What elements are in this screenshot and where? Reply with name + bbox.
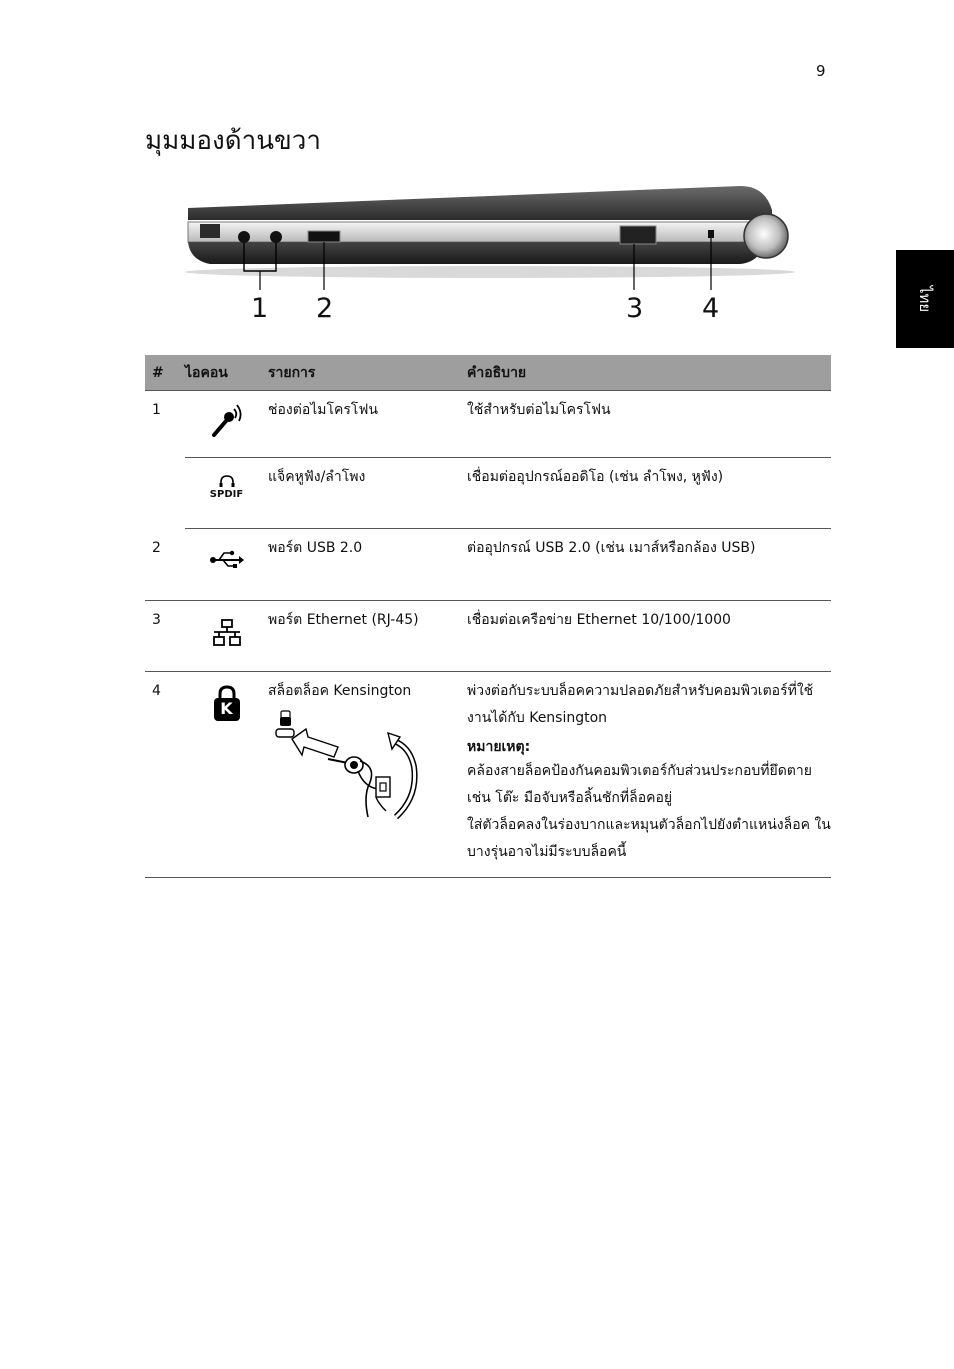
table-row [145, 391, 831, 458]
item-cell [268, 458, 467, 529]
table-row [145, 458, 831, 529]
item-cell [268, 601, 467, 672]
language-tab-label: ไทย [915, 285, 934, 313]
kensington-letter: K [220, 699, 233, 718]
kensington-lock-icon [213, 684, 241, 722]
callout-2: 2 [316, 293, 334, 324]
note-text: คล้องสายล็อคป้องกันคอมพิวเตอร์กับส่วนประกอบที่ยึดตาย เช่น โต๊ะ มือจับหรือลิ้นชักที่ล็อคอยู่ [467, 763, 812, 806]
ethernet-icon [211, 619, 243, 647]
description-cell [467, 529, 831, 601]
callout-1: 1 [251, 293, 269, 324]
table-row [145, 672, 831, 878]
ports-table [145, 355, 831, 878]
header-item: รายการ [268, 355, 467, 391]
item-label: สล็อตล็อค Kensington [268, 683, 412, 699]
spdif-label: SPDIF [209, 489, 244, 500]
page-number: 9 [816, 62, 826, 80]
note-heading: หมายเหตุ: [467, 739, 531, 755]
description-cell [467, 458, 831, 529]
language-tab [896, 250, 954, 348]
icon-cell [185, 672, 268, 878]
header-description: คำอธิบาย [467, 355, 831, 391]
row-number: 2 [145, 529, 185, 601]
kensington-lock-diagram [268, 707, 438, 837]
description-cell [467, 391, 831, 458]
item-cell [268, 529, 467, 601]
row-number: 4 [145, 672, 185, 878]
item-cell [268, 391, 467, 458]
table-row [145, 529, 831, 601]
item-cell [268, 672, 467, 878]
callout-4: 4 [702, 293, 720, 324]
table-header-row [145, 355, 831, 391]
description-cell [467, 601, 831, 672]
header-icon: ไอคอน [185, 355, 268, 391]
description-cell [467, 672, 831, 878]
microphone-icon [210, 403, 244, 439]
row-number: 3 [145, 601, 185, 672]
icon-cell [185, 601, 268, 672]
table-row [145, 601, 831, 672]
callout-3: 3 [626, 293, 644, 324]
icon-cell [185, 391, 268, 458]
description-text: ใช้สำหรับต่อไมโครโฟน [467, 402, 611, 418]
description-text: เชื่อมต่อเครือข่าย Ethernet 10/100/1000 [467, 612, 731, 628]
headphone-icon [218, 474, 236, 488]
item-label: พอร์ต Ethernet (RJ-45) [268, 612, 419, 628]
usb-icon [209, 549, 245, 569]
item-label: แจ็คหูฟัง/ลำโพง [268, 469, 366, 485]
item-label: ช่องต่อไมโครโฟน [268, 402, 378, 418]
description-text: พ่วงต่อกับระบบล็อคความปลอดภัยสำหรับคอมพิวเตอร์ที่ใช้งานได้กับ Kensington [467, 683, 814, 726]
header-number: # [145, 355, 185, 391]
icon-cell [185, 458, 268, 529]
description-text: ต่ออุปกรณ์ USB 2.0 (เช่น เมาส์หรือกล้อง USB) [467, 540, 756, 556]
row-number: 1 [152, 402, 161, 418]
description-text: เชื่อมต่ออุปกรณ์ออดิโอ (เช่น ลำโพง, หูฟัง) [467, 469, 724, 485]
note-text: ใส่ตัวล็อคลงในร่องบากและหมุนตัวล็อกไปยังตำแหน่งล็อค ในบางรุ่นอาจไม่มีระบบล็อคนี้ [467, 817, 831, 860]
item-label: พอร์ต USB 2.0 [268, 540, 363, 556]
page-title: มุมมองด้านขวา [145, 126, 321, 156]
icon-cell [185, 529, 268, 601]
